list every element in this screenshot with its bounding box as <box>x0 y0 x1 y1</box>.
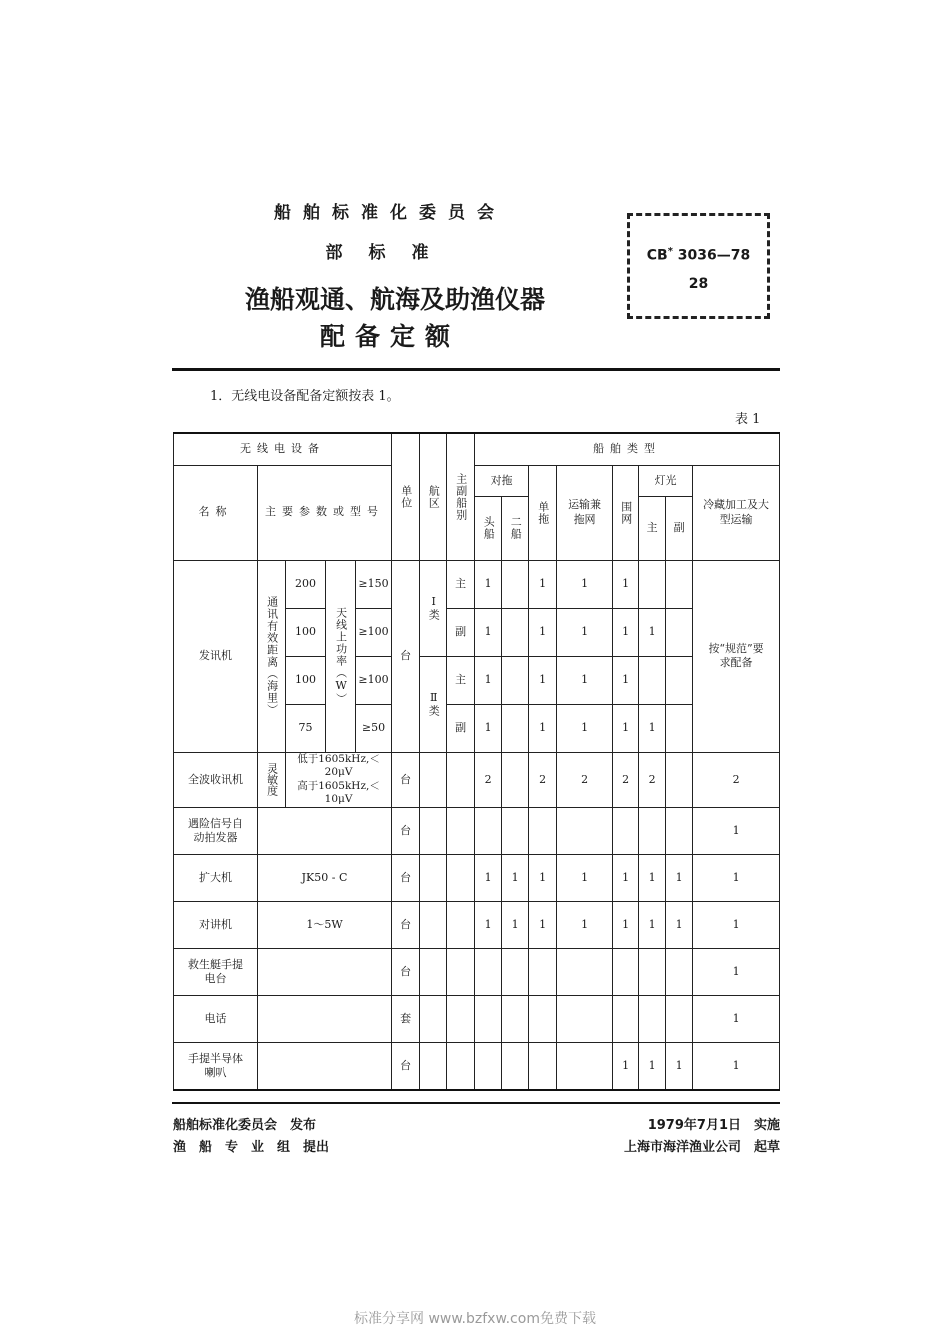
cell <box>420 902 447 949</box>
cell: 1 <box>639 855 666 902</box>
tx-unit: 台 <box>392 560 420 752</box>
cell <box>613 949 639 996</box>
cell: 1 <box>529 656 557 704</box>
group-ships-header: 船舶类型 <box>475 433 780 465</box>
cell: 1 <box>693 996 780 1043</box>
light-main-header: 主 <box>639 497 666 560</box>
footer-left <box>173 1115 329 1159</box>
equipment-param <box>258 949 392 996</box>
name-header: 名称 <box>174 465 258 560</box>
cell: 1 <box>693 855 780 902</box>
pair-trawl-label: 对拖 <box>475 466 528 497</box>
cell <box>502 704 529 752</box>
cell: 1 <box>613 704 639 752</box>
role-header: 主副船别 <box>447 433 475 560</box>
cell: 1 <box>693 902 780 949</box>
tx-power-label: 天线上功率（W） <box>326 560 356 752</box>
tx-dist: 100 <box>286 608 326 656</box>
cell <box>666 608 693 656</box>
cell <box>666 808 693 855</box>
lead-ship-header: 头船 <box>482 516 496 540</box>
cell <box>447 855 475 902</box>
standard-code: CB* 3036—78 <box>646 246 751 264</box>
cell <box>447 902 475 949</box>
cell: 2 <box>529 752 557 808</box>
cell <box>557 949 613 996</box>
proposer: 渔 船 专 业 组 提出 <box>173 1140 330 1155</box>
cell: 1 <box>557 704 613 752</box>
tx-dist: 100 <box>286 656 326 704</box>
tx-power: ≥100 <box>356 608 392 656</box>
cell: 1 <box>613 855 639 902</box>
cell <box>639 560 666 608</box>
intro-text: 1．无线电设备配备定额按表 1。 <box>210 389 400 404</box>
tx-power: ≥50 <box>356 704 392 752</box>
cell <box>613 996 639 1043</box>
cell <box>557 808 613 855</box>
table-row <box>174 752 780 808</box>
cell: 1 <box>502 855 529 902</box>
pair-trawl-header <box>475 465 529 560</box>
effective-date: 1979年7月1日 实施 <box>647 1118 780 1133</box>
cell: 1 <box>529 608 557 656</box>
cell: 2 <box>475 752 502 808</box>
equipment-unit: 台 <box>392 855 420 902</box>
cell: 2 <box>613 752 639 808</box>
watermark: 标准分享网 www.bzfxw.com免费下载 <box>354 1311 596 1327</box>
cell <box>502 949 529 996</box>
cell: 1 <box>557 656 613 704</box>
equipment-name: 扩大机 <box>174 855 258 902</box>
tx-role: 副 <box>447 704 475 752</box>
cold-header: 冷藏加工及大型运输 <box>693 465 780 560</box>
cell: 1 <box>613 656 639 704</box>
cell: 1 <box>693 1043 780 1090</box>
cell: 1 <box>613 902 639 949</box>
cell <box>529 808 557 855</box>
cell <box>420 752 447 808</box>
cell <box>529 996 557 1043</box>
cell: 1 <box>557 902 613 949</box>
cell <box>502 608 529 656</box>
publisher: 船舶标准化委员会 发布 <box>173 1118 317 1133</box>
cell <box>666 560 693 608</box>
cell <box>557 1043 613 1090</box>
unit-header: 单位 <box>392 433 420 560</box>
equipment-name: 对讲机 <box>174 902 258 949</box>
table-row <box>174 1043 780 1090</box>
cell: 1 <box>502 902 529 949</box>
table-row <box>174 902 780 949</box>
cell: 1 <box>639 902 666 949</box>
rx-spec-low: 低于1605kHz,＜20μV <box>297 752 380 779</box>
cell <box>666 656 693 704</box>
cell <box>529 1043 557 1090</box>
drafter: 上海市海洋渔业公司 起草 <box>623 1140 780 1155</box>
cell: 1 <box>529 560 557 608</box>
footer-right <box>610 1115 780 1159</box>
cell: 1 <box>475 656 502 704</box>
equipment-param: JK50 - C <box>258 855 392 902</box>
committee-heading: 船舶标准化委员会 <box>274 203 506 223</box>
tx-cold: 按“规范”要求配备 <box>693 560 780 752</box>
cell <box>420 1043 447 1090</box>
cell <box>639 656 666 704</box>
cell <box>475 808 502 855</box>
rx-spec <box>286 752 392 808</box>
equipment-name: 手提半导体喇叭 <box>174 1043 258 1090</box>
table-row <box>174 560 780 608</box>
tx-dist: 75 <box>286 704 326 752</box>
table-row <box>174 855 780 902</box>
cell <box>502 1043 529 1090</box>
cell <box>502 996 529 1043</box>
cell: 1 <box>693 808 780 855</box>
equipment-table <box>173 432 780 1091</box>
cell: 2 <box>557 752 613 808</box>
cell <box>502 808 529 855</box>
cell: 1 <box>475 902 502 949</box>
rx-sens-label: 灵敏度 <box>258 752 286 808</box>
standard-sub-number: 28 <box>688 275 709 292</box>
equipment-param: 1～5W <box>258 902 392 949</box>
cell <box>639 949 666 996</box>
cell: 1 <box>529 902 557 949</box>
cell: 1 <box>475 855 502 902</box>
equipment-param <box>258 1043 392 1090</box>
cell <box>447 996 475 1043</box>
cell <box>447 949 475 996</box>
tx-zone-1: Ⅰ类 <box>420 560 447 656</box>
cell <box>613 808 639 855</box>
cell <box>639 996 666 1043</box>
light-label: 灯光 <box>654 473 677 487</box>
cell <box>666 704 693 752</box>
cell <box>475 1043 502 1090</box>
cell <box>420 949 447 996</box>
cell: 1 <box>529 704 557 752</box>
equipment-unit: 台 <box>392 902 420 949</box>
second-ship-header: 二船 <box>509 516 523 540</box>
cell: 1 <box>613 608 639 656</box>
cell <box>447 1043 475 1090</box>
equipment-unit: 台 <box>392 949 420 996</box>
light-header <box>639 465 693 560</box>
cell <box>502 560 529 608</box>
tx-dist-label: 通讯有效距离（海里） <box>258 560 286 752</box>
cell: 1 <box>557 608 613 656</box>
cell: 2 <box>693 752 780 808</box>
cell <box>420 855 447 902</box>
tx-power: ≥150 <box>356 560 392 608</box>
table-row <box>174 996 780 1043</box>
cell: 1 <box>666 902 693 949</box>
equipment-name: 遇险信号自动拍发器 <box>174 808 258 855</box>
table-row <box>174 808 780 855</box>
cell: 1 <box>693 949 780 996</box>
cell <box>447 808 475 855</box>
equipment-name: 救生艇手提电台 <box>174 949 258 996</box>
tx-role: 主 <box>447 560 475 608</box>
cell <box>420 808 447 855</box>
document-subtitle: 配备定额 <box>319 322 460 351</box>
cell <box>666 752 693 808</box>
standard-number-box <box>627 213 770 319</box>
cell <box>420 996 447 1043</box>
cell: 1 <box>475 704 502 752</box>
equipment-unit: 套 <box>392 996 420 1043</box>
cell: 1 <box>557 855 613 902</box>
single-trawl-header: 单拖 <box>529 465 557 560</box>
header-rule <box>172 368 780 371</box>
cell <box>475 996 502 1043</box>
cell <box>475 949 502 996</box>
cell <box>666 996 693 1043</box>
cell: 1 <box>475 560 502 608</box>
rx-spec-high: 高于1605kHz,＜10μV <box>297 779 380 806</box>
tx-role: 主 <box>447 656 475 704</box>
cell <box>557 996 613 1043</box>
transport-header: 运输兼拖网 <box>557 465 613 560</box>
equipment-unit: 台 <box>392 808 420 855</box>
zone-header: 航区 <box>420 433 447 560</box>
light-aux-header: 副 <box>673 520 685 534</box>
cell: 1 <box>639 704 666 752</box>
cell: 1 <box>613 560 639 608</box>
rx-unit: 台 <box>392 752 420 808</box>
cell <box>447 752 475 808</box>
document-title: 渔船观通、航海及助渔仪器 <box>244 285 545 314</box>
tx-name: 发讯机 <box>174 560 258 752</box>
cell: 2 <box>639 752 666 808</box>
cell <box>666 949 693 996</box>
purse-seine-header: 围网 <box>613 465 639 560</box>
equipment-param <box>258 808 392 855</box>
param-header: 主要参数或型号 <box>258 465 392 560</box>
cell: 1 <box>475 608 502 656</box>
group-equipment-header: 无线电设备 <box>174 433 392 465</box>
rx-name: 全波收讯机 <box>174 752 258 808</box>
cell: 1 <box>557 560 613 608</box>
table-row <box>174 949 780 996</box>
cell <box>502 656 529 704</box>
equipment-unit: 台 <box>392 1043 420 1090</box>
footer-rule <box>172 1102 780 1104</box>
tx-power: ≥100 <box>356 656 392 704</box>
cell: 1 <box>639 1043 666 1090</box>
standard-type: 部标准 <box>325 243 455 263</box>
tx-zone-2: Ⅱ类 <box>420 656 447 752</box>
cell <box>639 808 666 855</box>
cell <box>502 752 529 808</box>
equipment-name: 电话 <box>174 996 258 1043</box>
cell: 1 <box>613 1043 639 1090</box>
cell: 1 <box>639 608 666 656</box>
cell <box>529 949 557 996</box>
cell: 1 <box>666 1043 693 1090</box>
cell: 1 <box>666 855 693 902</box>
tx-role: 副 <box>447 608 475 656</box>
equipment-param <box>258 996 392 1043</box>
table-label: 表 1 <box>735 412 761 427</box>
cell: 1 <box>529 855 557 902</box>
tx-dist: 200 <box>286 560 326 608</box>
